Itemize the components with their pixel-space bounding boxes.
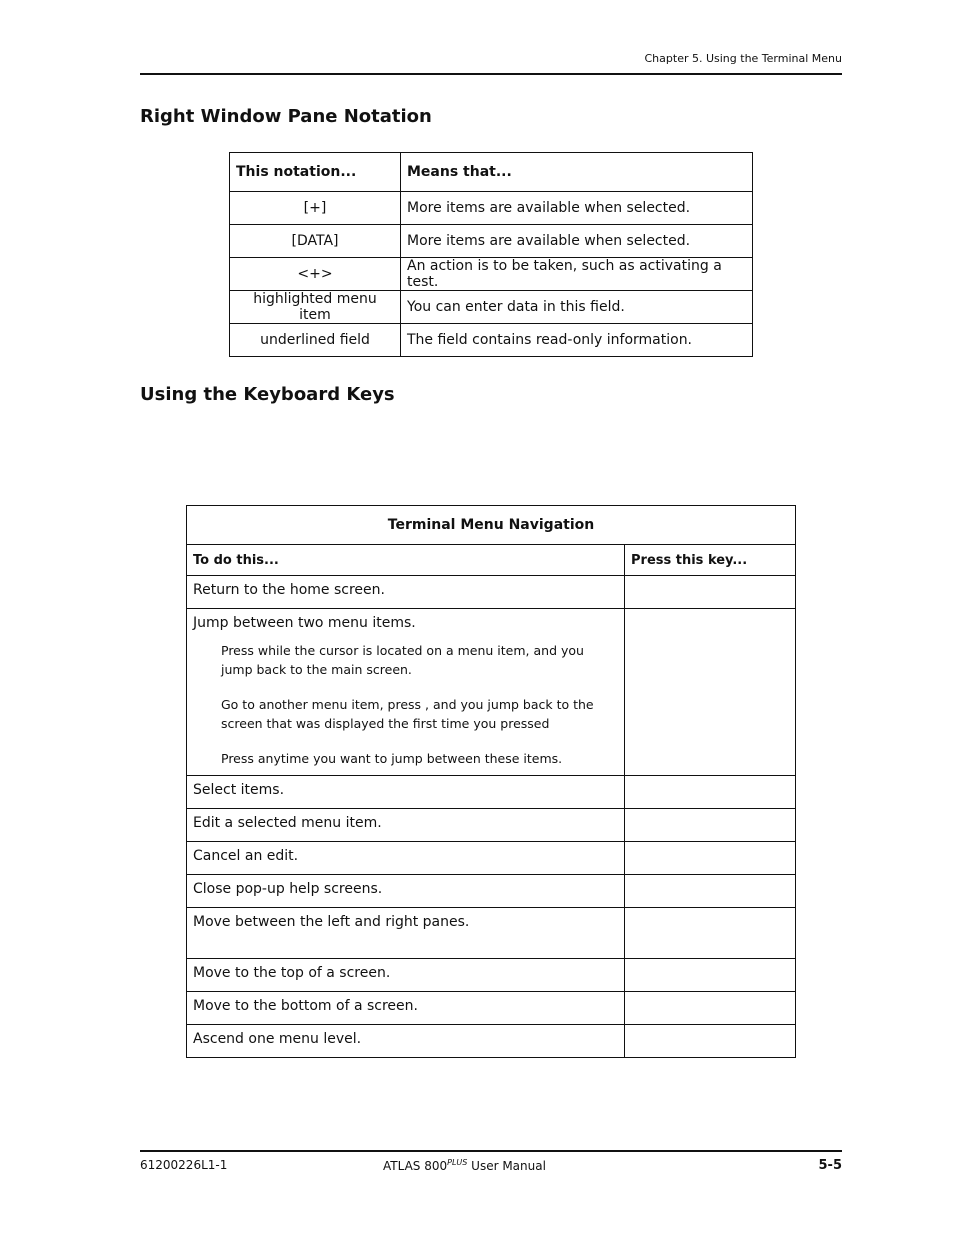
key-cell — [625, 908, 796, 959]
key-cell — [625, 576, 796, 609]
table-row — [187, 992, 796, 1025]
table-row — [187, 809, 796, 842]
manual-title — [383, 1158, 546, 1173]
key-cell — [625, 842, 796, 875]
jump-note: Go to another menu item, press , and you jump back to the screen that was displayed the first time you pressed — [221, 697, 594, 731]
header-rule — [140, 73, 842, 75]
notation-cell: [+] — [230, 192, 401, 225]
table-row — [187, 959, 796, 992]
table-row — [230, 291, 753, 324]
action-cell: Move between the left and right panes. — [187, 908, 625, 959]
meaning-cell: The field contains read-only information. — [401, 324, 753, 357]
key-cell — [625, 776, 796, 809]
table-header-row — [187, 545, 796, 576]
table-row — [187, 776, 796, 809]
action-cell: Select items. — [187, 776, 625, 809]
navigation-table — [186, 505, 796, 1058]
key-cell — [625, 959, 796, 992]
column-header: Press this key... — [625, 545, 796, 576]
manual-superscript: PLUS — [447, 1158, 468, 1167]
section-title-notation: Right Window Pane Notation — [140, 106, 432, 127]
table-row — [187, 1025, 796, 1058]
key-cell — [625, 1025, 796, 1058]
action-cell — [187, 609, 625, 776]
table-title: Terminal Menu Navigation — [187, 506, 796, 545]
column-header: This notation... — [230, 153, 401, 192]
action-cell: Move to the bottom of a screen. — [187, 992, 625, 1025]
notation-cell: highlighted menu item — [230, 291, 401, 324]
notation-cell: [DATA] — [230, 225, 401, 258]
key-cell — [625, 875, 796, 908]
key-cell — [625, 809, 796, 842]
table-row — [230, 192, 753, 225]
notation-table — [229, 152, 753, 357]
key-cell — [625, 992, 796, 1025]
meaning-cell: An action is to be taken, such as activating a test. — [401, 258, 753, 291]
key-cell — [625, 609, 796, 776]
table-row — [187, 576, 796, 609]
action-cell: Ascend one menu level. — [187, 1025, 625, 1058]
column-header: Means that... — [401, 153, 753, 192]
table-row — [230, 225, 753, 258]
doc-number: 61200226L1-1 — [140, 1158, 228, 1172]
notation-cell: <+> — [230, 258, 401, 291]
action-label: Jump between two menu items. — [193, 615, 416, 631]
table-row — [187, 842, 796, 875]
action-cell: Edit a selected menu item. — [187, 809, 625, 842]
chapter-header: Chapter 5. Using the Terminal Menu — [644, 52, 842, 65]
meaning-cell: More items are available when selected. — [401, 192, 753, 225]
table-row — [230, 258, 753, 291]
table-row — [187, 908, 796, 959]
table-row — [187, 875, 796, 908]
action-cell: Cancel an edit. — [187, 842, 625, 875]
table-row — [187, 609, 796, 776]
column-header: To do this... — [187, 545, 625, 576]
meaning-cell: More items are available when selected. — [401, 225, 753, 258]
section-title-keyboard: Using the Keyboard Keys — [140, 384, 395, 405]
table-header-row — [230, 153, 753, 192]
manual-suffix: User Manual — [467, 1159, 546, 1173]
page-number: 5-5 — [818, 1158, 842, 1173]
table-row — [230, 324, 753, 357]
notation-cell: underlined field — [230, 324, 401, 357]
meaning-cell: You can enter data in this field. — [401, 291, 753, 324]
footer-rule — [140, 1150, 842, 1152]
action-cell: Move to the top of a screen. — [187, 959, 625, 992]
jump-note: Press anytime you want to jump between these items. — [221, 751, 563, 766]
jump-note: Press while the cursor is located on a menu item, and you jump back to the main screen. — [221, 643, 584, 677]
manual-prefix: ATLAS 800 — [383, 1159, 448, 1173]
action-cell: Close pop-up help screens. — [187, 875, 625, 908]
action-cell: Return to the home screen. — [187, 576, 625, 609]
